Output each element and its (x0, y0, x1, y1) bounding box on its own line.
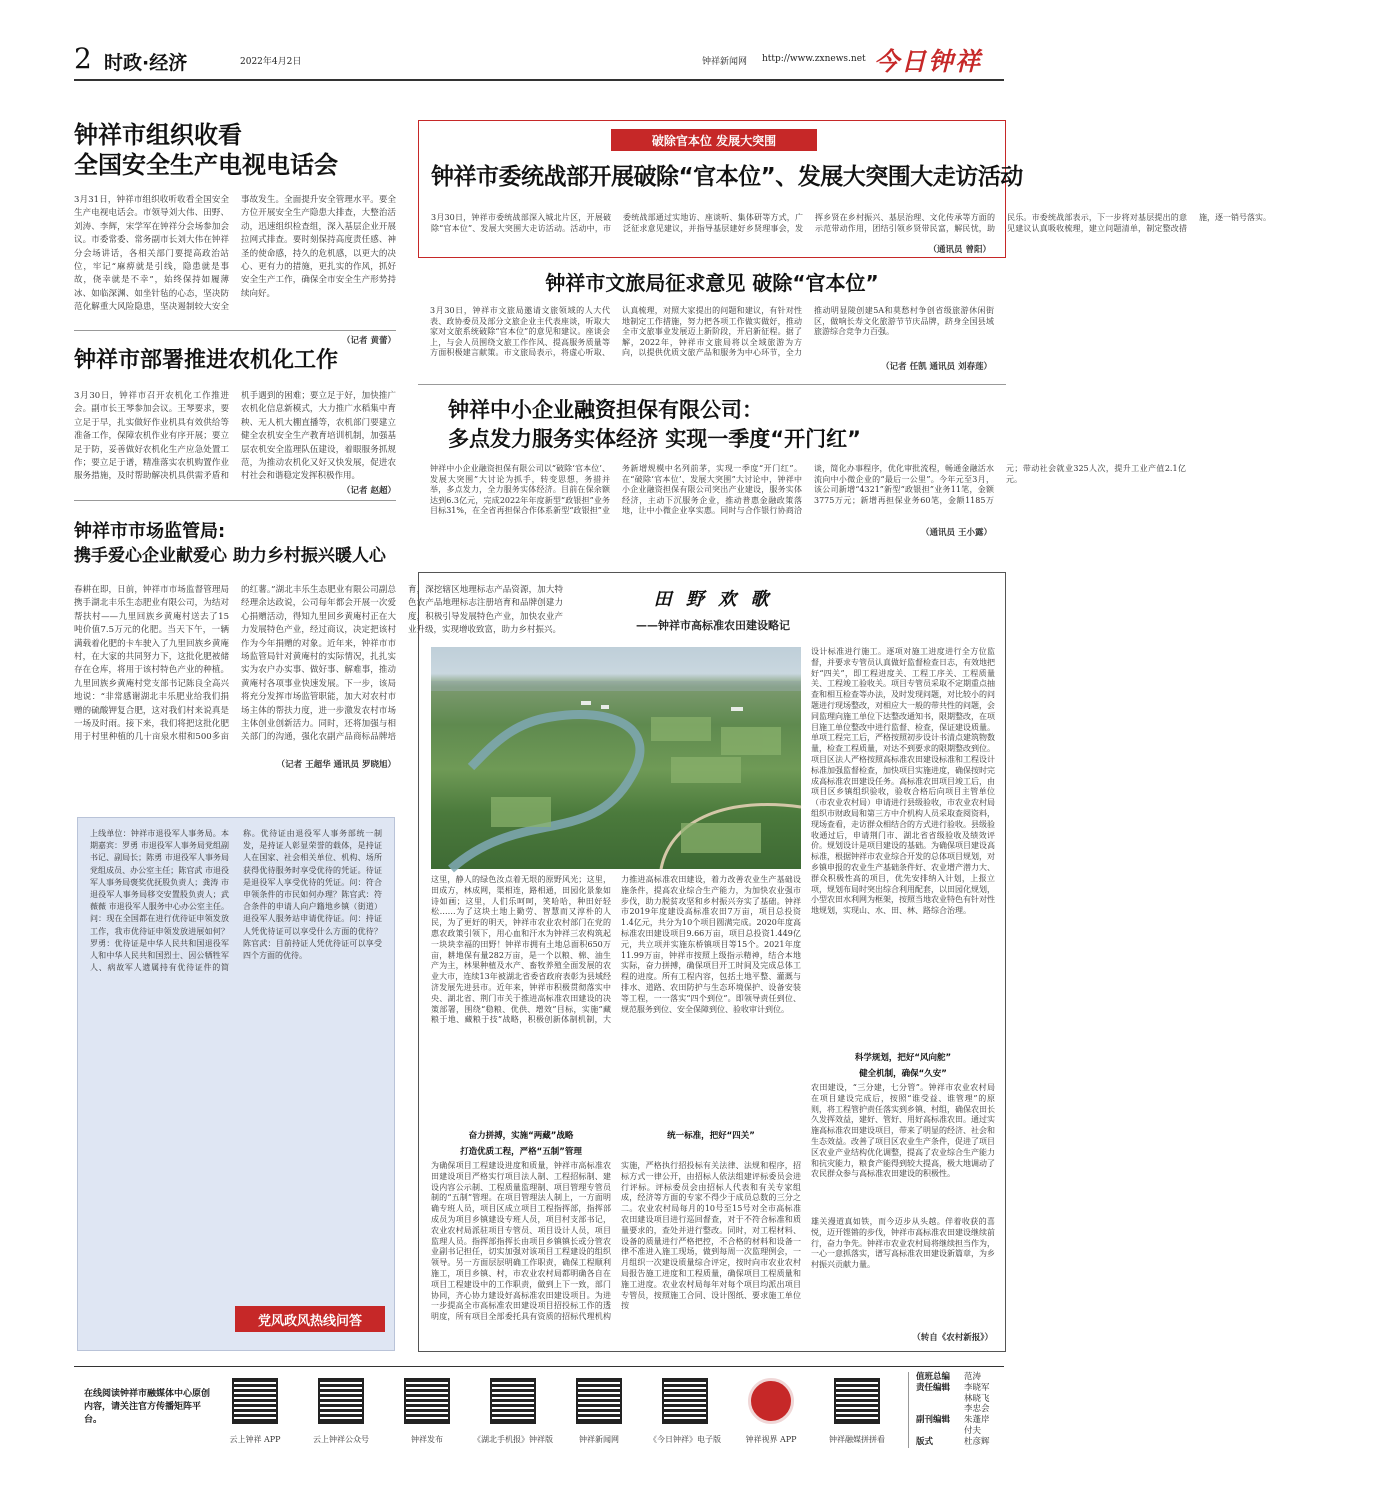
headline-line1: 钟祥市组织收看 (74, 121, 242, 149)
headline: 钟祥市委统战部开展破除“官本位”、发展大突围大走访活动 (431, 164, 1023, 190)
qr-label: 钟祥新闻网 (579, 1435, 619, 1444)
byline: （记者 黄蕾） (342, 336, 396, 346)
subhead-five-systems: 打造优质工程，严格“五制”管理 (460, 1147, 582, 1157)
headline: 钟祥市文旅局征求意见 破除“官本位” (545, 271, 879, 295)
article-market-supervision (74, 520, 563, 770)
article-body: 春耕在即，日前，钟祥市市场监督管理局携手湖北丰乐生态肥业有限公司，为结对帮扶村——九里回族乡黄庵村送去了15吨价值7.5万元的化肥。当天下午，一辆满载着化肥的卡车驶入了九里回族乡黄庵村，在大家的共同努力下，这批化肥被储存在仓库，将用于该村特色产业的种植。九里回族乡黄庵村党支部书记陈良全高兴地说：“非常感谢湖北丰乐肥业给我们捐赠的硫酸钾复合肥，这对我们村来说真是一场及时雨。接下来，我们将把这批化肥用于村里种植的几十亩泉水柑和500多亩的红薯。”湖北丰乐生态肥业有限公司副总经理余达政说，公司每年都会开展一次爱心捐赠活动，得知九里回乡黄庵村正在大力发展特色产业，经过商议，决定把该村作为今年捐赠的对象。近年来，钟祥市市场监管局针对黄庵村的实际情况，扎扎实实为农户办实事、做好事、解难事，推动黄庵村各项事业快速发展。下一步，该局将充分发挥市场监管职能，加大对农村市场主体的帮扶力度，进一步激发农村市场主体创业创新活力。同时，还将加强与相关部门的沟通，强化农副产品商标品牌培育，深挖辖区地理标志产品资源，加大特色农产品地理标志注册培育和品牌创建力度，积极引导发展特色产业，加快农业产业升级，实现增收致富，助力乡村振兴。 (74, 585, 563, 743)
article-united-front (418, 120, 1271, 258)
subhead-strategy: 奋力拼搏，实施“两藏”战略 (468, 1131, 574, 1141)
footer-notice: 在线阅读钟祥市融媒体中心原创内容，请关注官方传播矩阵平台。 (84, 1389, 211, 1425)
divider (74, 500, 396, 501)
qa-body: 上线单位：钟祥市退役军人事务局。本期嘉宾：罗勇 市退役军人事务局党组副书记、副局长；陈勇 市退役军人事务局党组成员、办公室主任；陈官武 市退役军人事务局褒奖优抚股负责人；龚涛 市退役军人事务局移交安置股负责人；武薇薇 市退役军人服务中心办公室主任。问：现在全国都在进行优待证申领发放工作，我市优待证申领发放进展如何？罗勇：优待证是中华人民共和国退役军人和中华人民共和国烈士、因公牺牲军人、病故军人遗属持有优待证件的简称。优待证由退役军人事务部统一制发，是持证人彰显荣誉的载体，是持证人在国家、社会相关单位、机构、场所获得优待服务时享受优待的凭证。待证是退役军人享受优待的凭证。问：符合申领条件的市民如何办理？陈官武：符合条件的申请人向户籍地乡镇（街道）退役军人服务站申请优待证。问：持证人凭优待证可以享受什么方面的优待？陈官武：目前持证人凭优待证可以享受四个方面的优待。 (90, 829, 382, 973)
qr-epaper[interactable] (662, 1378, 708, 1424)
subhead-planning: 科学规划，把好“风向舵” (854, 1053, 952, 1063)
feature-field-song (418, 572, 1006, 1352)
article-body: 钟祥中小企业融资担保有限公司以“破除‘官本位’、发展大突围”大讨论为抓手，转变思想，务措并举，多点发力，全力服务实体经济。目前在保余额达到6.3亿元，完成2022年年度新型“政银担”业务目标31%，在全省再担保合作体系新型“政银担”业务新增规模中名列前茅，实现一季度“开门红”。在“破除‘官本位’、发展大突围”大讨论中，钟祥中小企业融资担保有限公司突出产业建设，服务实体经济，主动下沉服务企业，推动普惠金融政策落地，让中小微企业享实惠。同时与合作银行协商洽谈，简化办事程序，优化审批流程，畅通金融活水流向中小微企业的“最后一公里”。今年元至3月，该公司新增“4321”新型“政银担”业务11笔，金额3775万元；新增再担保业务60笔，金额1185万元；带动社会就业325人次，提升工业产值2.1亿元。 (430, 464, 1186, 515)
divider (418, 384, 1006, 385)
byline: （记者 赵超） (342, 486, 396, 496)
headline-line2: 全国安全生产电视电话会 (74, 151, 338, 179)
header (74, 42, 1004, 78)
kicker-text: 破除官本位 发展大突围 (651, 133, 777, 148)
hotline-banner[interactable] (235, 1306, 385, 1332)
article-body: 3月31日，钟祥市组织收听收看全国安全生产电视电话会。市领导刘大伟、田野、刘涛、李辉，宋学军在钟祥分会场参加会议。市委常委、常务副市长刘大伟在钟祥分会场讲话，各相关部门要提高政治站位，牢记“麻痹就是引线，隐患就是事故，侥幸就是不幸”，始终保持如履薄冰、如临深渊、如坐针毡的心态，坚决防范化解重大风险隐患，坚决遏制较大安全事故发生。全面提升安全管理水平。要全方位开展安全生产隐患大排查，大整治活动，迅速组织检查组，深入基层企业开展拉网式排查。要时刻保持高度责任感、神圣的使命感，持久的危机感，以更大的决心、更有力的措施，更扎实的作风，抓好安全生产工作，确保全市安全生产形势持续向好。 (74, 195, 396, 313)
headline-line2: 携手爱心企业献爱心 助力乡村振兴暖人心 (74, 546, 386, 566)
staff-row: 副刊编辑 朱蓬岸 (916, 1415, 990, 1426)
byline: （通讯员 王小露） (921, 528, 992, 538)
qr-label: 钟祥融媒拼拼看 (829, 1435, 885, 1444)
byline: （记者 王超华 通讯员 罗晓旭） (276, 760, 396, 770)
qr-yunshang-wechat[interactable] (318, 1378, 364, 1424)
headline-line2: 多点发力服务实体经济 实现一季度“开门红” (448, 427, 861, 451)
qr-hubei-mobile-paper[interactable] (490, 1378, 536, 1424)
feature-subtitle: ——钟祥市高标准农田建设略记 (636, 619, 790, 632)
page-number: 2 (74, 42, 92, 75)
article-body: 3月30日，钟祥市召开农机化工作推进会。副市长王琴参加会议。王琴要求，要立足于早，扎实做好作业机具有效供给等准备工作，保障农机作业有序开展；要立足于防，妥善做好农机化生产应急处置工作；要立足于谱，精准落实农机购置作业服务措施，及时帮助解决机具供需矛盾和机手遇到的困难；要立足于好，加快推广农机化信息新模式，大力推广水稻集中育秧、无人机大棚直播等，农机部门要建立健全农机安全生产教育培训机制，加强基层农机安全监理队伍建设，着眼服务抓规范，为推动农机化又好又快发展，促进农村社会和谐稳定发挥积极作用。 (74, 391, 396, 482)
qr-zhongxiang-release[interactable] (404, 1378, 450, 1424)
staff-row: 付夫 (964, 1425, 982, 1436)
qr-news-site[interactable] (576, 1378, 622, 1424)
divider (74, 330, 396, 331)
article-body: 3月30日，钟祥市文旅局邀请文旅领域的人大代表、政协委员及部分文旅企业主代表座谈，听取大家对文旅系统破除“官本位”的意见和建议。座谈会上，与会人员围绕文旅工作作风、提高服务质量等方面积极建言献策。市文旅局表示，将虚心听取、认真梳理，对照大家提出的问题和建议，有针对性地制定工作措施，努力把各项工作做实做好，推动全市文旅事业发展迈上新阶段，开启新征程。据了解，2022年，钟祥市文旅局将以全域旅游为方向，以提供优质文旅产品和服务为中心环节，全力推动明显陵创建5A和莫愁村争创省级旅游休闲街区，做响长寿文化旅游节节庆品牌，跻身全国县域旅游综合竞争力百强。 (430, 306, 994, 357)
headline-line1: 钟祥市市场监管局: (74, 521, 226, 542)
qr-yunshang-app[interactable] (232, 1378, 278, 1424)
source-note: （转自《农村新报》） (912, 1333, 993, 1343)
feature-body-b: 为确保项目工程建设进度和质量，钟祥市高标准农田建设项目严格实行项目法人制、工程招标制、建设内容公示制、工程质量监理制、项目管理专管员制的“五制”管理。在项目管理法人制上，一方面明确专班人员，项目区成立项目工程指挥部，指挥部成员为项目乡镇建设专班人员，项目村支部书记，农业农村局派驻项目专管员、项目设计人员，项目监理人员。指挥部指挥长由项目乡镇镇长或分管农业副书记担任，切实加强对该项目工程建设的组织领导。另一方面层层明确工作职责，确保工程顺利施工，项目乡镇、村，市农业农村局都明确各自在项目工程建设中的工作职责，做到上下一致，部门协同，齐心协力建设好高标准农田建设项目。为进一步提高全市高标准农田建设项目招投标工作的透明度，所有项目全部委托具有资质的招标代理机构实施，严格执行招投标有关法律、法规和程序，招标方式一律公开，由招标人依法组建评标委员会进行评标。评标委员会由招标人代表和有关专家组成，经济等方面的专家不得少于成员总数的三分之二。农业农村局每月的10号至15号对全市高标准农田建设项目进行巡回督查，对于不符合标准和质量要求的，查处并进行整改。同时，对工程材料、设备的质量进行严格把控，不合格的材料和设备一律不准进入施工现场，做到每周一次监理例会，一月组织一次建设质量综合评定，按时向市农业农村局报告施工进度和工程质量，确保项目工程质量和施工进度。农业农村局每年对每个项目均派出项目专管员，按照施工合同、设计图纸、要求施工单位按 (431, 1161, 801, 1322)
site-name: 钟祥新闻网 (702, 57, 748, 67)
byline: （记者 任凯 通讯员 刘春莲） (881, 362, 992, 372)
article-body: 3月30日，钟祥市委统战部深入城北片区，开展破除“官本位”、发展大突围大走访活动。活动中，市委统战部通过实地访、座谈听、集体研等方式，广泛征求意见建议，并指导基层建好乡贤理事会，发挥乡贤在乡村振兴、基层治理、文化传承等方面的示范带动作用，团结引领乡贤带民富，解民忧，助民乐。市委统战部表示，下一步将对基层提出的意见建议认真吸收梳理，建立问题清单，制定整改措施，逐一销号落实。 (431, 213, 1271, 233)
qr-label: 《湖北手机报》钟祥版 (473, 1435, 553, 1444)
article-financing-guarantee (418, 396, 1186, 556)
subhead-mechanism: 健全机制，确保“久安” (859, 1069, 947, 1079)
site-url[interactable]: http://www.zxnews.net (762, 54, 866, 64)
feature-closing: 雄关漫道真如铁，而今迈步从头越。伴着收获的喜悦，迈开铿锵的步伐，钟祥市高标准农田建设继续前行，奋力争先。钟祥市农业农村局将继续担当作为，一心一意抓落实，谱写高标准农田建设新篇章，为乡村振兴贡献力量。 (811, 1217, 995, 1270)
article-culture-tourism (418, 268, 1006, 382)
qr-label: 《今日钟祥》电子版 (649, 1435, 721, 1444)
feature-body-d: 农田建设，“三分建，七分管”。钟祥市农业农村局在项目建设完成后，按照“谁受益、谁管理”的原则，将工程管护责任落实到乡镇、村组，确保农田长久发挥效益，建好、管好、用好高标准农田。通过实施高标准农田建设项目，带来了明显的经济、社会和生态效益。改善了项目区农业生产条件，促进了项目区农业产业结构优化调整，提高了农业综合生产能力和抗灾能力，粮食产能得到较大提高，极大地调动了农民群众参与高标准农田建设的积极性。 (811, 1083, 995, 1179)
staff-row: 林晓飞 (964, 1393, 990, 1404)
headline: 钟祥市部署推进农机化工作 (74, 348, 339, 373)
hotline-label: 党风政风热线问答 (257, 1313, 362, 1329)
qr-label: 钟祥发布 (411, 1435, 443, 1444)
qr-pinpinkan[interactable] (834, 1378, 880, 1424)
photo-illustration (431, 647, 801, 869)
headline-line1: 钟祥中小企业融资担保有限公司： (448, 398, 763, 422)
staff-divider (908, 1372, 909, 1448)
staff-list (916, 1372, 1006, 1448)
issue-date: 2022年4月2日 (240, 57, 302, 67)
subhead-four-checks: 统一标准，把好“四关” (667, 1131, 755, 1141)
qr-label: 云上钟祥公众号 (313, 1435, 369, 1444)
kicker-badge (611, 129, 817, 151)
feature-body-a: 这里，静人的绿色汝点着无垠的原野风光；这里，田成方，林成网，渠相连，路相通，田园化景象如诗如画；这里，人们乐呵呵，笑哈哈，种田好轻松……为了这块土地上勤劳、智慧而又淳朴的人民，为了更好的明天，钟祥市农业农村部门在党的惠农政策引领下，用心血和汗水为钟祥三农构筑起一块块幸福的田野！钟祥市拥有土地总面积650万亩，耕地保有量282万亩，是一个以粮、棉、油生产为主，林果种植及水产、畜牧养殖全面发展的农业大市，连续13年被湖北省委省政府表彰为县域经济发展先进县市。近年来，钟祥市积极贯彻落实中央、湖北省、荆门市关于推进高标准农田建设的决策部署，围绕“稳粮、优供、增效”目标，实施“藏粮于地、藏粮于技”战略，积极创新体制机制，大力推进高标准农田建设，着力改善农业生产基础设施条件，提高农业综合生产能力，为加快农业强市步伐，助力脱贫攻坚和乡村振兴夯实了基础。钟祥市2019年度建设高标准农田7万亩，项目总投资1.4亿元，共分为10个项目圆满完成。2020年度高标准农田建设项目9.66万亩，项目总投资1.449亿元，共立项并实施东桥镇项目等15个。2021年度11.99万亩，钟祥市按照上级指示精神，结合本地实际，奋力拼搏，确保项目开工时间及完成总体工程的进度。所有工程内容，包括土地平整、灌溉与排水、道路、农田防护与生态环境保护、设备安装等工程，一一落实“四个到位”。即领导责任到位、规范服务到位、安全保障到位、验收审计到位。 (431, 875, 801, 1025)
staff-row: 版式 杜彦辉 (916, 1436, 990, 1447)
section-name: 时政·经济 (104, 52, 188, 74)
qa-box (77, 817, 395, 1351)
farmland-aerial-photo (431, 647, 801, 869)
shijie-app-logo-icon[interactable] (748, 1378, 794, 1424)
byline: （通讯员 曾阳） (928, 245, 991, 255)
feature-title: 田 野 欢 歌 (653, 589, 773, 610)
masthead-logo: 今日钟祥 (874, 47, 983, 76)
article-safety-meeting (74, 120, 396, 346)
qr-label: 钟祥视界 APP (745, 1435, 797, 1444)
qr-label: 云上钟祥 APP (229, 1435, 281, 1444)
staff-row: 值班总编 范涛 (916, 1372, 982, 1382)
header-rule (74, 79, 1004, 81)
article-farm-machinery (74, 346, 396, 496)
staff-row: 李忠会 (964, 1404, 990, 1415)
footer-rule (74, 1366, 1004, 1367)
staff-row: 责任编辑 李晓军 (916, 1382, 990, 1393)
feature-body-c: 设计标准进行施工。逐项对施工进度进行全方位监督，并要求专管员认真做好监督检查日志，有效地把好“四关”，即工程进度关、工程工序关、工程质量关、工程竣工验收关。项目专管员采取不定期重点抽查和相互检查等办法，及时发现问题，对比较小的问题进行现场整改，对相应大一般的带共性的问题，会同监理向施工单位下达整改通知书，限期整改，在项目施工单位整改中进行监督、检查，保证建设质量。单项工程完工后，严格按照初步设计书清点建筑物数量，检查工程质量，对达不到要求的限期整改到位。项目区法人严格按照高标准农田建设标准和工程设计标准加强监督检查，加快项目实施进度，确保按时完成高标准农田建设任务。高标准农田项目竣工后，由项目区乡镇组织验收，验收合格后向项目主管单位（市农业农村局）申请进行县级验收，市农业农村局组织市财政局和第三方中介机构人员采取查阅资料，现场查看，走访群众相结合的方式进行验收。县级验收通过后，申请荆门市、湖北省省级验收及绩效评价。规划设计是项目建设的基础。为确保项目建设高标准，根据钟祥市农业综合开发的总体项目规划，对乡镇申报的农业生产基础条件好、农业增产潜力大、群众积极性高的项目，优先安排纳入计划，上报立项，规划布局时突出综合利用配套，以田园化规划，小型农田水利网为框架，按照当地农业特色有针对性地规划，实现山、水、田、林、路综合治理。 (811, 647, 995, 916)
